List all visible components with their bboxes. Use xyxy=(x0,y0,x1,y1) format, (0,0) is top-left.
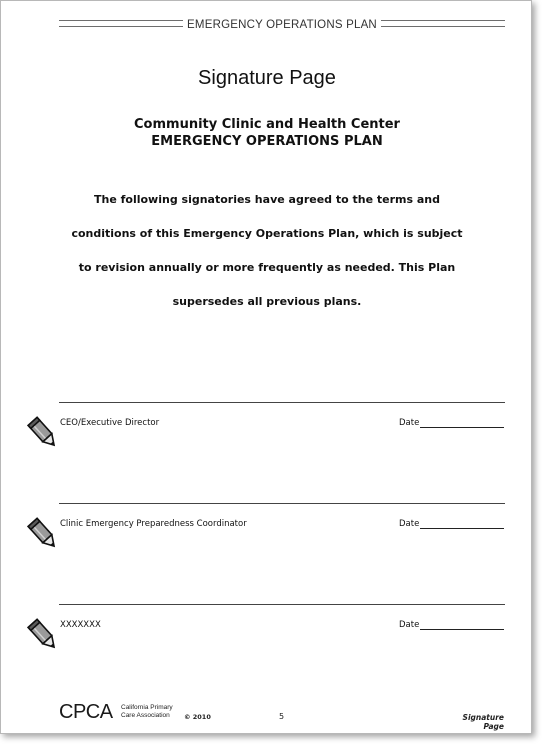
plan-name: EMERGENCY OPERATIONS PLAN xyxy=(151,134,383,149)
cpca-logo: CPCA xyxy=(59,701,113,723)
date-blank[interactable] xyxy=(420,519,504,529)
organization-block xyxy=(1,116,533,150)
date-field[interactable] xyxy=(399,519,504,529)
date-label: Date xyxy=(399,519,420,529)
signature-line[interactable] xyxy=(59,604,505,605)
footer-section-title: Signature Page xyxy=(462,713,504,731)
date-blank[interactable] xyxy=(420,620,504,630)
organization-name: Community Clinic and Health Center xyxy=(134,117,400,132)
date-field[interactable] xyxy=(399,620,504,630)
association-line-2: Care Association xyxy=(121,712,170,719)
statement-text: The following signatories have agreed to the terms and conditions of this Emergency Operations Plan, which is subject to revision annually or more frequently as needed. This Plan supersedes all previous plans. xyxy=(71,193,463,308)
running-header-title: EMERGENCY OPERATIONS PLAN xyxy=(183,19,381,31)
pencil-icon xyxy=(27,516,61,554)
date-label: Date xyxy=(399,620,420,630)
signature-line[interactable] xyxy=(59,402,505,403)
date-label: Date xyxy=(399,418,420,428)
agreement-statement xyxy=(1,183,533,319)
date-field[interactable] xyxy=(399,418,504,428)
signatory-role: Clinic Emergency Preparedness Coordinator xyxy=(60,519,247,529)
running-header xyxy=(59,15,505,29)
association-line-1: California Primary xyxy=(121,704,173,711)
pencil-icon xyxy=(27,617,61,655)
association-name xyxy=(121,704,173,720)
copyright: © 2010 xyxy=(184,713,211,721)
signatory-role: XXXXXXX xyxy=(60,620,101,630)
date-blank[interactable] xyxy=(420,418,504,428)
pencil-icon xyxy=(27,415,61,453)
page-number: 5 xyxy=(279,712,285,721)
signatory-role: CEO/Executive Director xyxy=(60,418,160,428)
signature-line[interactable] xyxy=(59,503,505,504)
page-title: Signature Page xyxy=(198,67,336,89)
